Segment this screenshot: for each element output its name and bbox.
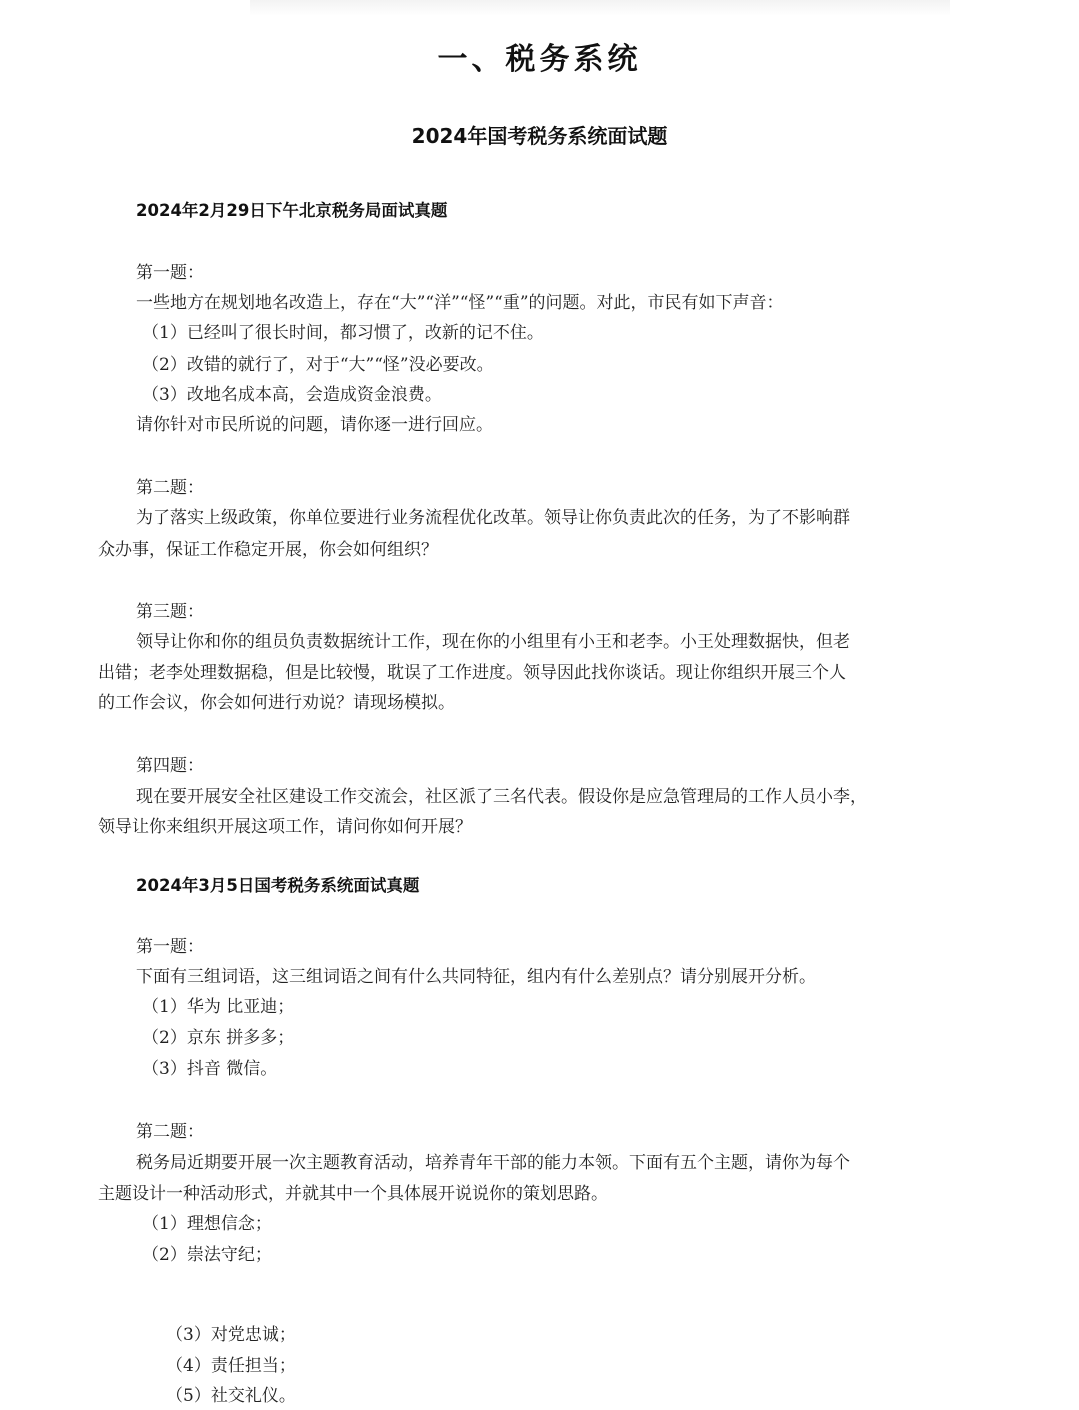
question-item: （3）对党忠诚； <box>166 1325 296 1345</box>
question-item: （1）理想信念； <box>142 1214 272 1234</box>
question-item: （3）改地名成本高，会造成资金浪费。 <box>142 385 442 405</box>
question-label: 第一题： <box>136 263 204 283</box>
question-item: （2）崇法守纪； <box>142 1245 272 1265</box>
question-item: （5）社交礼仪。 <box>166 1386 296 1406</box>
question-item: （4）责任担当； <box>166 1356 296 1376</box>
question-text: 下面有三组词语，这三组词语之间有什么共同特征，组内有什么差别点？请分别展开分析。 <box>136 967 816 987</box>
section-heading-mar5: 2024年3月5日国考税务系统面试真题 <box>136 876 420 895</box>
question-text: 请你针对市民所说的问题，请你逐一进行回应。 <box>136 415 493 435</box>
question-text: 众办事，保证工作稳定开展，你会如何组织？ <box>98 540 438 560</box>
question-text: 主题设计一种活动形式，并就其中一个具体展开说说你的策划思路。 <box>98 1184 608 1204</box>
question-item: （3）抖音 微信。 <box>142 1059 278 1079</box>
question-label: 第二题： <box>136 478 204 498</box>
question-item: （2）京东 拼多多； <box>142 1028 295 1048</box>
top-fade-strip <box>250 0 950 16</box>
question-label: 第三题： <box>136 602 204 622</box>
question-text: 为了落实上级政策，你单位要进行业务流程优化改革。领导让你负责此次的任务，为了不影响群 <box>136 508 850 528</box>
question-text: 税务局近期要开展一次主题教育活动，培养青年干部的能力本领。下面有五个主题，请你为每个 <box>136 1153 850 1173</box>
question-text: 领导让你和你的组员负责数据统计工作，现在你的小组里有小王和老李。小王处理数据快，但老 <box>136 632 850 652</box>
section-heading-feb29: 2024年2月29日下午北京税务局面试真题 <box>136 201 448 220</box>
question-text: 领导让你来组织开展这项工作，请问你如何开展？ <box>98 817 472 837</box>
question-text: 的工作会议，你会如何进行劝说？请现场模拟。 <box>98 693 455 713</box>
question-text: 出错；老李处理数据稳，但是比较慢，耽误了工作进度。领导因此找你谈话。现让你组织开展三个人 <box>98 663 846 683</box>
question-text: 一些地方在规划地名改造上，存在“大”“洋”“怪”“重”的问题。对此，市民有如下声音： <box>136 293 784 313</box>
question-label: 第四题： <box>136 756 204 776</box>
question-item: （2）改错的就行了，对于“大”“怪”没必要改。 <box>142 355 494 375</box>
question-item: （1）华为 比亚迪； <box>142 997 295 1017</box>
question-item: （1）已经叫了很长时间，都习惯了，改新的记不住。 <box>142 323 544 343</box>
document-subtitle: 2024年国考税务系统面试题 <box>411 124 668 148</box>
question-label: 第一题： <box>136 937 204 957</box>
document-title: 一、税务系统 <box>437 42 642 77</box>
question-label: 第二题： <box>136 1122 204 1142</box>
question-text: 现在要开展安全社区建设工作交流会，社区派了三名代表。假设你是应急管理局的工作人员小李， <box>136 787 867 807</box>
